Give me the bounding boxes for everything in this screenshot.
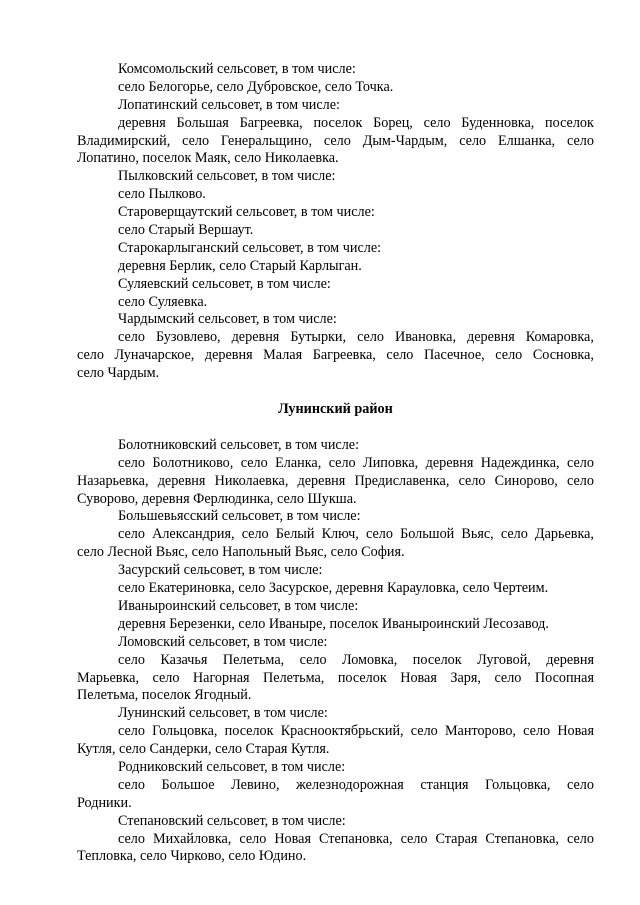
word: село (494, 669, 522, 686)
document-body (77, 61, 594, 866)
text-line: Болотниковский сельсовет, в том числе: (118, 436, 360, 453)
word: Бутырки, (290, 329, 347, 346)
word: село (523, 723, 551, 740)
word: Комаровка, (525, 329, 594, 346)
text-line: Староверщаутский сельсовет, в том числе: (118, 204, 375, 221)
text-line: Комсомольский сельсовет, в том числе: (118, 61, 356, 77)
word: село (323, 132, 351, 149)
text-line: село Пылково. (118, 186, 206, 203)
word: деревня (231, 329, 280, 346)
word: село (299, 651, 327, 668)
text-line: село Лесной Вьяс, село Напольный Вьяс, село София. (77, 544, 405, 561)
word: деревня (297, 472, 346, 489)
word: Владимирский, (77, 132, 171, 149)
text-line: село Екатериновка, село Засурское, деревня Карауловка, село Чертеим. (118, 580, 549, 597)
text-line: Родники. (77, 794, 132, 811)
word: село (500, 526, 528, 543)
word: Александрия, (152, 526, 235, 543)
word: Михайловка, (152, 830, 232, 847)
word: село (567, 472, 594, 489)
text-line: село Белогорье, село Дубровское, село Точка. (118, 78, 394, 95)
word: Ивановка, (395, 329, 456, 346)
word: Бузовлево, (155, 329, 221, 346)
word: деревня (546, 651, 594, 668)
word: поселок (313, 114, 363, 131)
text-line: Родниковский сельсовет, в том числе: (118, 758, 346, 775)
word: деревня (467, 329, 515, 346)
word: деревня (204, 347, 253, 364)
word: Генеральщино, (220, 132, 313, 149)
word: село (400, 830, 428, 847)
word: Посопная (534, 669, 594, 686)
word: Гольцовка, (485, 776, 551, 793)
word: станция (420, 776, 469, 793)
word: село (567, 454, 594, 471)
justified-line (77, 329, 594, 347)
word: село (118, 776, 145, 793)
word: Николаевка, (214, 472, 289, 489)
word: деревня (118, 114, 166, 131)
word: Багреевка, (312, 347, 376, 364)
word: Дым-Чардым, (362, 132, 448, 149)
word: Степановка, (485, 830, 559, 847)
justified-line (77, 831, 594, 849)
word: село (566, 132, 594, 149)
word: Казачья (160, 651, 208, 668)
text-line: Суляевский сельсовет, в том числе: (118, 275, 331, 292)
text-line: Иваныроинский сельсовет, в том числе: (118, 597, 359, 614)
word: село (241, 526, 269, 543)
word: село (77, 347, 104, 364)
word: Старая (435, 830, 478, 847)
word: село (240, 454, 268, 471)
justified-line (77, 115, 594, 133)
word: Гольцовка, (152, 723, 218, 740)
word: Елшанка, (498, 132, 556, 149)
word: село (423, 114, 451, 131)
word: деревня (425, 454, 474, 471)
text-line: Ломовский сельсовет, в том числе: (118, 633, 328, 650)
word: Пасечное, (423, 347, 485, 364)
justified-line (77, 652, 594, 670)
justified-line (77, 455, 594, 473)
word: Липовка, (363, 454, 419, 471)
word: Марьевка, (77, 669, 139, 686)
text-line: Степановский сельсовет, в том числе: (118, 812, 346, 829)
word: село (357, 329, 385, 346)
word: Пелетьма, (263, 669, 325, 686)
word: Болотниково, (152, 454, 234, 471)
word: Луначарское, (114, 347, 195, 364)
text-line: Большевьясский сельсовет, в том числе: (118, 508, 361, 525)
justified-line (77, 473, 594, 491)
word: Манторово, (444, 723, 516, 740)
word: поселок (224, 723, 274, 740)
word: Ключ, (321, 526, 359, 543)
word: Буденновка, (461, 114, 535, 131)
word: Еланка, (275, 454, 322, 471)
word: Назарьевка, (77, 472, 149, 489)
word: Дарьевка, (534, 526, 594, 543)
word: село (118, 723, 145, 740)
text-line: Старокарлыганский сельсовет, в том числе: (118, 239, 382, 256)
word: село (365, 526, 393, 543)
word: село (118, 830, 145, 847)
word: село (495, 347, 523, 364)
text-line: Пылковский сельсовет, в том числе: (118, 168, 336, 185)
word: село (566, 830, 594, 847)
word: Степановка, (319, 830, 393, 847)
word: Белый (275, 526, 315, 543)
text-line: Суворово, деревня Ферлюдинка, село Шукша. (77, 490, 357, 507)
word: Нагорная (192, 669, 250, 686)
word: село (118, 454, 145, 471)
text-line: деревня Березенки, село Иваныре, поселок Иваныроинский Лесозавод. (118, 615, 549, 632)
word: Борец, (373, 114, 413, 131)
word: Сосновка, (532, 347, 594, 364)
word: село (118, 651, 145, 668)
word: село (386, 347, 414, 364)
word: Надеждинка, (480, 454, 560, 471)
word: Луговой, (477, 651, 531, 668)
text-line: Лунинский сельсовет, в том числе: (118, 705, 328, 722)
text-line: село Чардым. (77, 365, 160, 382)
word: село (118, 526, 145, 543)
word: Новая (400, 669, 437, 686)
word: Заря, (450, 669, 481, 686)
word: Большая (176, 114, 229, 131)
word: поселок (545, 114, 594, 131)
word: Вьяс, (461, 526, 494, 543)
word: село (328, 454, 356, 471)
word: Предиславенка, (354, 472, 450, 489)
word: Большой (400, 526, 455, 543)
text-line: Чардымский сельсовет, в том числе: (118, 311, 337, 328)
word: село (459, 132, 487, 149)
word: село (410, 723, 438, 740)
text-line: Лопатино, поселок Маяк, село Николаевка. (77, 150, 339, 167)
text-line: Пелетьма, поселок Ягодный. (77, 687, 252, 704)
word: село (567, 776, 594, 793)
justified-line (77, 526, 594, 544)
text-line: Засурский сельсовет, в том числе: (118, 562, 323, 579)
word: Новая (557, 723, 594, 740)
word: Левино, (231, 776, 280, 793)
word: село (458, 472, 486, 489)
word: село (182, 132, 210, 149)
word: поселок (412, 651, 462, 668)
word: Большое (161, 776, 215, 793)
word: Синорово, (494, 472, 558, 489)
word: село (152, 669, 180, 686)
justified-line (77, 777, 594, 795)
word: Новая (274, 830, 311, 847)
word: Пелетьма, (222, 651, 285, 668)
section-heading: Лунинский район (278, 401, 393, 418)
text-line: село Суляевка. (118, 293, 208, 310)
justified-line (77, 723, 594, 741)
text-line: деревня Берлик, село Старый Карлыган. (118, 257, 362, 274)
word: село (118, 329, 145, 346)
word: село (239, 830, 267, 847)
word: Ломовка, (341, 651, 398, 668)
word: Краснооктябрьский, (280, 723, 404, 740)
justified-line (77, 133, 594, 151)
word: железнодорожная (296, 776, 404, 793)
text-line: Кутля, село Сандерки, село Старая Кутля. (77, 741, 330, 758)
text-line: Лопатинский сельсовет, в том числе: (118, 96, 340, 113)
text-line: село Старый Вершаут. (118, 222, 254, 239)
word: деревня (157, 472, 206, 489)
justified-line (77, 670, 594, 688)
text-line: Тепловка, село Чирково, село Юдино. (77, 848, 307, 865)
word: Малая (263, 347, 303, 364)
word: поселок (337, 669, 387, 686)
word: Багреевка, (239, 114, 303, 131)
justified-line (77, 347, 594, 365)
